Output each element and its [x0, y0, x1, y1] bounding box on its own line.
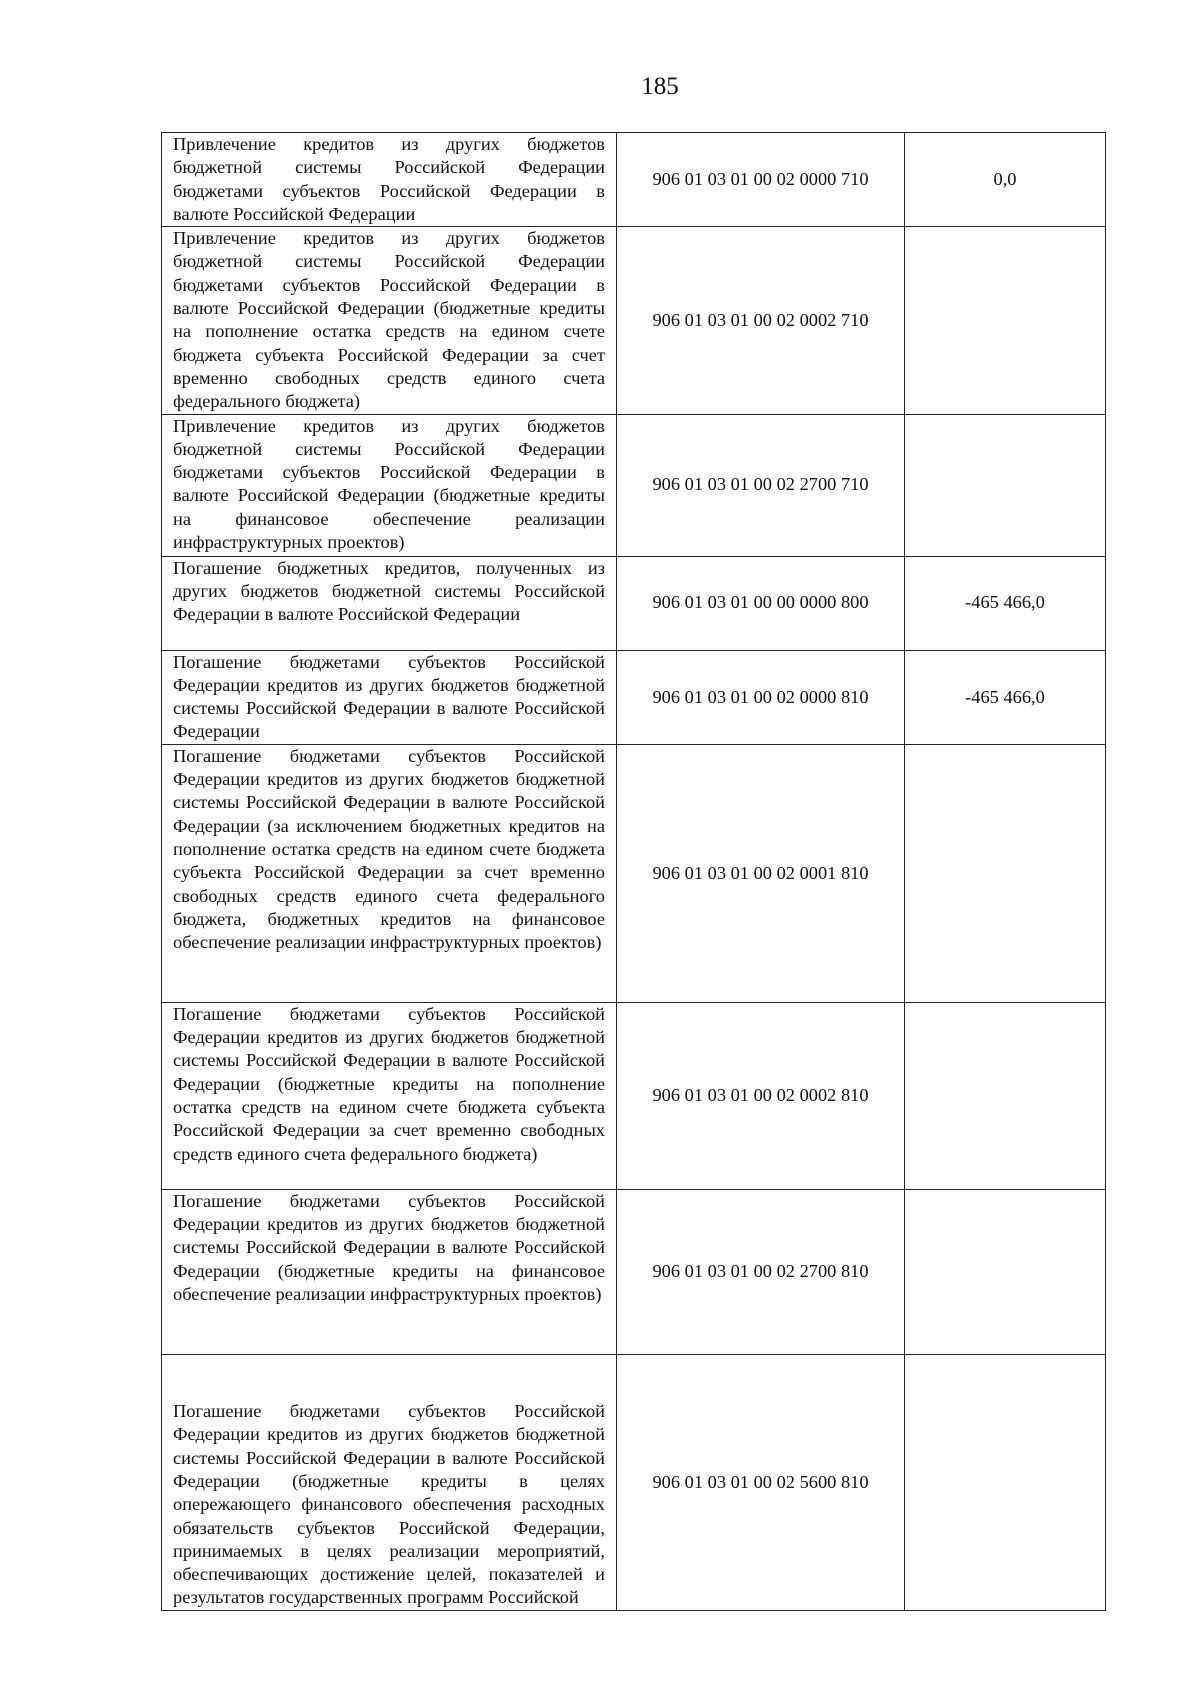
row-amount	[905, 227, 1106, 414]
row-description: Привлечение кредитов из других бюджетов бюджетной системы Российской Федерации бюджетами субъектов Российской Федерации в валюте Российской Федерации (бюджетные кредиты на пополнение остатка средств на едином счете бюджета субъекта Российской Федерации за счет временно свободных средств единого счета федерального бюджета)	[162, 227, 617, 414]
table-row	[162, 650, 1106, 744]
budget-sources-table	[161, 132, 1106, 1611]
table-row	[162, 1189, 1106, 1354]
table-row	[162, 1002, 1106, 1189]
row-amount: 0,0	[905, 133, 1106, 227]
row-description: Погашение бюджетами субъектов Российской Федерации кредитов из других бюджетов бюджетной системы Российской Федерации в валюте Российской Федерации (бюджетные кредиты на пополнение остатка средств на едином счете бюджета субъекта Российской Федерации за счет временно свободных средств единого счета федерального бюджета)	[162, 1002, 617, 1189]
table-row	[162, 414, 1106, 556]
row-description: Погашение бюджетами субъектов Российской Федерации кредитов из других бюджетов бюджетной системы Российской Федерации в валюте Российской Федерации (за исключением бюджетных кредитов на пополнение остатка средств на едином счете бюджета субъекта Российской Федерации за счет временно свободных средств единого счета федерального бюджета, бюджетных кредитов на финансовое обеспечение реализации инфраструктурных проектов)	[162, 744, 617, 1002]
row-amount	[905, 414, 1106, 556]
row-amount	[905, 1354, 1106, 1610]
row-budget-code: 906 01 03 01 00 02 2700 710	[617, 414, 905, 556]
row-budget-code: 906 01 03 01 00 02 2700 810	[617, 1189, 905, 1354]
table-row	[162, 744, 1106, 1002]
row-budget-code: 906 01 03 01 00 02 5600 810	[617, 1354, 905, 1610]
row-description: Погашение бюджетами субъектов Российской Федерации кредитов из других бюджетов бюджетной системы Российской Федерации в валюте Российской Федерации	[162, 650, 617, 744]
row-amount: -465 466,0	[905, 650, 1106, 744]
row-description: Погашение бюджетами субъектов Российской Федерации кредитов из других бюджетов бюджетной системы Российской Федерации в валюте Российской Федерации (бюджетные кредиты на финансовое обеспечение реализации инфраструктурных проектов)	[162, 1189, 617, 1354]
table-row	[162, 556, 1106, 650]
table-row	[162, 1354, 1106, 1610]
row-description: Привлечение кредитов из других бюджетов бюджетной системы Российской Федерации бюджетами субъектов Российской Федерации в валюте Российской Федерации (бюджетные кредиты на финансовое обеспечение реализации инфраструктурных проектов)	[162, 414, 617, 556]
row-description: Погашение бюджетных кредитов, полученных из других бюджетов бюджетной системы Российской Федерации в валюте Российской Федерации	[162, 556, 617, 650]
row-budget-code: 906 01 03 01 00 02 0001 810	[617, 744, 905, 1002]
row-budget-code: 906 01 03 01 00 00 0000 800	[617, 556, 905, 650]
row-description: Погашение бюджетами субъектов Российской Федерации кредитов из других бюджетов бюджетной системы Российской Федерации в валюте Российской Федерации (бюджетные кредиты в целях опережающего финансового обеспечения расходных обязательств субъектов Российской Федерации, принимаемых в целях реализации мероприятий, обеспечивающих достижение целей, показателей и результатов государственных программ Российской	[162, 1354, 617, 1610]
row-budget-code: 906 01 03 01 00 02 0002 810	[617, 1002, 905, 1189]
row-budget-code: 906 01 03 01 00 02 0002 710	[617, 227, 905, 414]
row-amount: -465 466,0	[905, 556, 1106, 650]
row-description: Привлечение кредитов из других бюджетов бюджетной системы Российской Федерации бюджетами субъектов Российской Федерации в валюте Российской Федерации	[162, 133, 617, 227]
table-row	[162, 227, 1106, 414]
table-row	[162, 133, 1106, 227]
row-budget-code: 906 01 03 01 00 02 0000 710	[617, 133, 905, 227]
page-number: 185	[641, 73, 679, 100]
row-amount	[905, 744, 1106, 1002]
row-amount	[905, 1002, 1106, 1189]
row-budget-code: 906 01 03 01 00 02 0000 810	[617, 650, 905, 744]
row-amount	[905, 1189, 1106, 1354]
